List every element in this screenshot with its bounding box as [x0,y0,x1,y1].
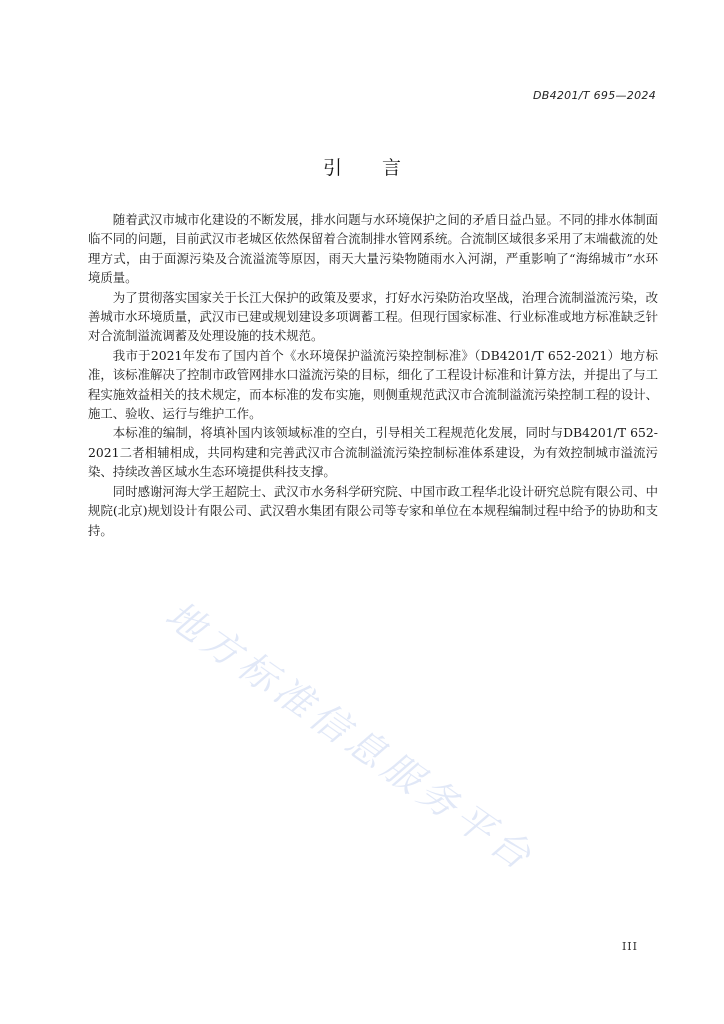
paragraph-2: 为了贯彻落实国家关于长江大保护的政策及要求，打好水污染防治攻坚战，治理合流制溢流污染，改善城市水环境质量，武汉市已建或规划建设多项调蓄工程。但现行国家标准、行业标准或地方标准缺乏针对合流制溢流调蓄及处理设施的技术规范。 [88,289,658,344]
page-title: 引言 [322,157,441,179]
paragraph-1: 随着武汉市城市化建设的不断发展，排水问题与水环境保护之间的矛盾日益凸显。不同的排水体制面临不同的问题，目前武汉市老城区依然保留着合流制排水管网系统。合流制区域很多采用了末端截流的处理方式，由于面源污染及合流溢流等原因，雨天大量污染物随雨水入河湖，严重影响了“海绵城市”水环境质量。 [88,212,658,286]
paragraph-5: 同时感谢河海大学王超院士、武汉市水务科学研究院、中国市政工程华北设计研究总院有限公司、中规院(北京)规划设计有限公司、武汉碧水集团有限公司等专家和单位在本规程编制过程中给予的协助和支持。 [88,483,658,538]
watermark: 地方标准信息服务平台 [157,592,544,881]
page-number: III [621,940,638,953]
paragraph-3: 我市于2021年发布了国内首个《水环境保护溢流污染控制标准》（DB4201/T 652-2021）地方标准，该标准解决了控制市政管网排水口溢流污染的目标，细化了工程设计标准和计算方法，并提出了与工程实施效益相关的技术规定，而本标准的发布实施，则侧重规范武汉市合流制溢流污染控制工程的设计、施工、验收、运行与维护工作。 [88,347,658,422]
introduction-body [88,210,658,540]
paragraph-4: 本标准的编制，将填补国内该领域标准的空白，引导相关工程规范化发展，同时与DB4201/T 652-2021二者相辅相成，共同构建和完善武汉市合流制溢流污染控制标准体系建设，为有效控制城市溢流污染、持续改善区域水生态环境提供科技支撑。 [88,425,658,480]
standard-code: DB4201/T 695—2024 [532,89,656,102]
